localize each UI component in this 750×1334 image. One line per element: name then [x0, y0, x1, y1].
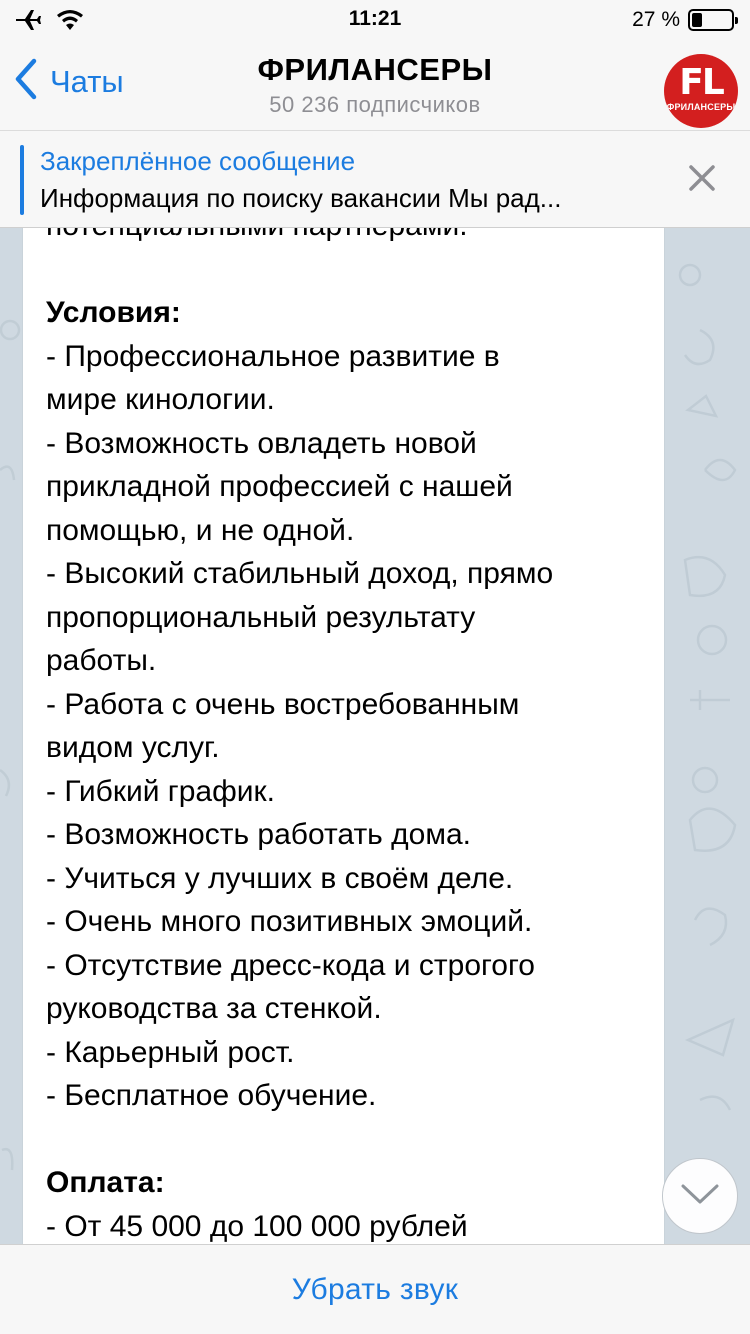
message-line: руководства за стенкой. — [46, 992, 382, 1025]
back-button[interactable] — [14, 58, 124, 105]
message-line: - Отсутствие дресс-кода и строгого — [46, 948, 535, 982]
message-line: - Высокий стабильный доход, прямо — [46, 557, 554, 590]
message-line: помощью, и не одной. — [46, 513, 355, 547]
nav-bar — [0, 40, 750, 130]
mute-button[interactable]: Убрать звук — [291, 1272, 459, 1306]
message-line: - От 45 000 до 100 000 рублей — [46, 1209, 468, 1243]
message-heading: Условия: — [46, 296, 181, 329]
avatar-letters: FL — [679, 62, 723, 103]
message-line: мире кинологии. — [46, 383, 275, 416]
message-line: - Карьерный рост. — [46, 1035, 295, 1069]
message-blank-line — [46, 248, 656, 292]
pinned-title: Закреплённое сообщение — [40, 146, 356, 176]
status-bar — [0, 0, 750, 40]
channel-title: ФРИЛАНСЕРЫ — [257, 52, 493, 87]
pinned-message[interactable] — [0, 130, 750, 228]
message-line: работы. — [46, 644, 157, 677]
status-time: 11:21 — [348, 7, 402, 30]
message-line: прикладной профессией с нашей — [46, 470, 513, 503]
avatar-caption: ФРИЛАНСЕРЫ — [666, 102, 736, 112]
message-line: - Очень много позитивных эмоций. — [46, 905, 533, 938]
chevron-left-icon — [14, 58, 38, 105]
battery-icon — [688, 9, 734, 31]
back-label: Чаты — [50, 63, 124, 99]
message-heading: Оплата: — [46, 1166, 165, 1199]
chevron-down-icon — [680, 1182, 720, 1211]
message-line: пропорциональный результату — [46, 600, 476, 634]
channel-header[interactable] — [150, 52, 600, 118]
close-icon[interactable] — [688, 164, 716, 192]
battery-level — [692, 13, 702, 27]
scroll-down-button[interactable] — [662, 1158, 738, 1234]
message-text — [46, 204, 656, 1248]
pinned-accent-bar — [20, 145, 24, 215]
bottom-bar — [0, 1244, 750, 1334]
subscriber-count: 50 236 подписчиков — [269, 92, 481, 117]
message-line: - Возможность овладеть новой — [46, 426, 477, 460]
message-blank-line — [46, 1118, 656, 1162]
status-right — [632, 8, 734, 32]
channel-avatar[interactable] — [664, 54, 738, 128]
message-line: - Работа с очень востребованным — [46, 687, 520, 721]
pinned-text: Информация по поиску вакансии Мы рад... — [40, 183, 562, 213]
message-line: - Бесплатное обучение. — [46, 1079, 377, 1112]
message-line: видом услуг. — [46, 731, 220, 764]
message-line: - Возможность работать дома. — [46, 818, 471, 851]
message-line: - Гибкий график. — [46, 774, 276, 808]
battery-percent: 27 % — [632, 8, 680, 31]
message-line: - Учиться у лучших в своём деле. — [46, 861, 514, 895]
message-line: - Профессиональное развитие в — [46, 339, 500, 373]
message-bubble[interactable] — [22, 160, 665, 1280]
